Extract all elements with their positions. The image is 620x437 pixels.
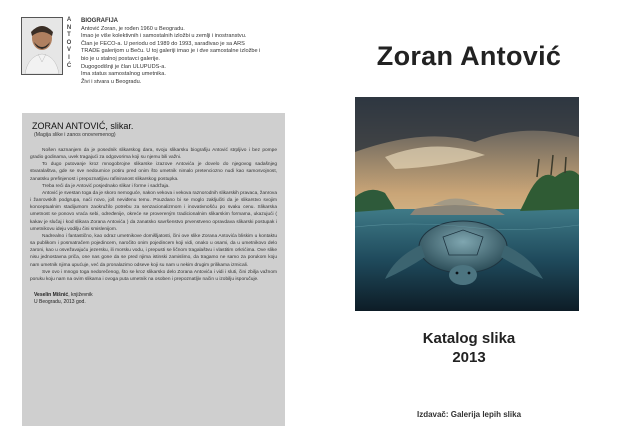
biography-heading: BIOGRAFIJA bbox=[81, 18, 119, 24]
essay-signature bbox=[34, 292, 277, 306]
bio-line: Živi i stvara u Beogradu. bbox=[81, 78, 142, 85]
right-page bbox=[318, 0, 620, 437]
side-letter: I bbox=[68, 54, 70, 61]
signature-role: , književnik bbox=[68, 291, 93, 298]
essay-paragraph: Nadrealno i fantastično, kao odraz umetnikove domišljatosti, čini ove slike Zorana Antovića bliskim u kontaktu sa publikom i posmatračem pojedincem, naročito onim pojedincem koji vidi, onako u osami, da u umetnikovo delo zaroni, kao u osvežavajuću jezersku, ili morsku vodu, i prepusti se ličnom tragalaštvu i vlastitim orkrićima. Ove slike nisu jednostavna priča, one nas gone da se pred njima istinski zamislimo, da tragamo ne samo za porukom koju nam umetnik njima upućuje, već da pronalazimo odsevе koji su nam u nekim drugim prilikama izmicali. bbox=[30, 233, 277, 268]
essay-paragraph: Sve ovo i mnogo toga nedorečenog, što se kroz slikarsko delo Zorana Antovića i vidi i sluti, čini zbilja važnom poruku koju nam na ovim slikama i ovoga puta umetnik na osoben i prepoznatljiv način u izobilju isporučuje. bbox=[30, 269, 277, 282]
publisher: Izdavač: Galerija lepih slika bbox=[416, 410, 522, 419]
side-letter: Ć bbox=[66, 62, 72, 69]
essay-paragraph: Nošen saznanjem da je posednik slikarskog dara, svoju slikarsku biografiju Antović strpljivo i bez pompe gradio godinama, uvek tragajući za odgovorima koji su njemu bili važni. bbox=[30, 148, 277, 161]
turtle-painting-image bbox=[355, 97, 579, 311]
bio-line: bio je u stalnoj postavci galerije. bbox=[81, 55, 160, 62]
portrait-image bbox=[22, 18, 62, 74]
side-letter: T bbox=[67, 32, 71, 39]
bio-line: Imao je više kolektivnih i samostalnih izložbi u zemlji i inostranstvu. bbox=[81, 33, 247, 40]
bio-line: Ima status samostalnog umetnika. bbox=[81, 71, 166, 78]
essay-paragraph: Antović je svestan toga da je skoro nemoguće, nakon vekova i vekova raznorodnih slikarskih pravaca, žanrova i žanrovskih podgrupa, naći novo, još neviđenu temu. Pouzdano bi se moglo zaključiti da je slikarstvo svojim konceptualnim stadijumom zaokružilo potrebu za senzacionalizmom i inovativnošću po svaku cenu. Slikarska umetnost se ponovo vraća sebi, određenije, okreće se provereným tradicionalnim slikarskim formama, ukazujući ( kakav je slučaj i kod slikara Zorana Antovića ) da zanatsko savršenstvo prvenstveno opravdava slikarski postupak i umetnikovu ideju vodilju čini smislenijom. bbox=[30, 190, 277, 232]
book-title: Zoran Antović bbox=[376, 41, 562, 71]
essay-box bbox=[22, 113, 285, 426]
side-letter: V bbox=[66, 47, 71, 54]
catalog-year: 2013 bbox=[452, 349, 486, 366]
bio-line: Član je FECO-a. U periodu od 1989 do 1993, sarađivao je sa ARS bbox=[81, 40, 245, 47]
portrait-side-letters bbox=[64, 17, 74, 73]
bio-line: TRADE galerijom u Beču. U toj galeriji imao je i dve samostalne izložbe i bbox=[81, 48, 261, 55]
essay-paragraph: Treba reći da je Antović posjednako slikar i forme i sadržaja. bbox=[42, 183, 170, 189]
essay-title: ZORAN ANTOVIĆ, slikar. bbox=[32, 121, 134, 131]
side-letter: O bbox=[66, 39, 72, 46]
cover-painting bbox=[355, 97, 579, 311]
essay-paragraph: To dugo putovanje kroz mnogobrojne slikarske izazove Antovića je dovelo do njegovog sadašnjeg stvaralaštva, gde se sve nedoumice potiru pred onim što umetnik nimalo pretenciozno nudi kao samosvojnost, zanatsku prefinjenost i prepoznatljivu rafiniranost slikarskog postupka. bbox=[30, 162, 277, 182]
signature-name: Veselin Mišnić bbox=[34, 291, 69, 298]
signature-place: U Beogradu, 2013 god. bbox=[34, 298, 86, 305]
side-letter: N bbox=[66, 24, 72, 31]
artist-portrait bbox=[21, 17, 63, 75]
catalog-line: Katalog slika bbox=[422, 330, 516, 347]
biography bbox=[81, 18, 306, 86]
catalog-title bbox=[318, 329, 620, 367]
essay-subtitle: (Magija slike i zanos onovremenog) bbox=[34, 132, 116, 138]
side-letter: A bbox=[66, 17, 72, 23]
bio-line: Antović Zoran, je rođen 1960 u Beogradu. bbox=[81, 25, 185, 32]
bio-line: Dugogodišnji je član ULUPUDS-a. bbox=[81, 63, 166, 70]
signature-line bbox=[34, 292, 277, 299]
